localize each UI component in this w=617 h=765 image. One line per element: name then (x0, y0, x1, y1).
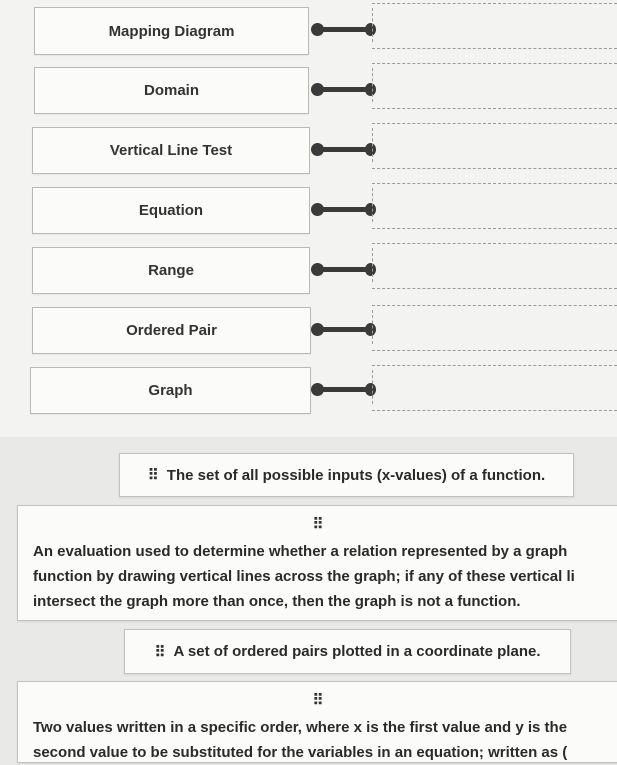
term-label: Vertical Line Test (109, 142, 233, 159)
drag-connector[interactable] (311, 83, 377, 97)
definition-card-1[interactable] (119, 453, 574, 497)
connector-line-icon (319, 207, 371, 212)
connector-line-icon (319, 87, 371, 92)
term-label: Ordered Pair (126, 322, 217, 339)
drop-target-5[interactable] (372, 243, 617, 289)
drag-handle-icon[interactable]: ⠿ (312, 516, 324, 533)
drop-target-7[interactable] (372, 365, 617, 411)
drop-target-3[interactable] (372, 123, 617, 169)
drop-target-border (372, 128, 374, 162)
definition-card-2[interactable] (17, 505, 617, 621)
drop-target-6[interactable] (372, 305, 617, 351)
drag-handle-icon[interactable]: ⠿ (147, 467, 159, 484)
definition-text: A set of ordered pairs plotted in a coordinate plane. (173, 643, 541, 660)
definition-line: function by drawing vertical lines across the graph; if any of these vertical li (33, 568, 575, 585)
term-mapping-diagram[interactable] (34, 7, 309, 55)
connector-line-icon (319, 387, 371, 392)
drag-connector[interactable] (311, 383, 377, 397)
drop-target-border (372, 8, 374, 42)
drop-target-border (372, 248, 374, 282)
term-domain[interactable] (34, 67, 309, 114)
drop-target-border (372, 370, 374, 404)
term-range[interactable] (32, 247, 310, 294)
connector-line-icon (319, 267, 371, 272)
definition-line: An evaluation used to determine whether a relation represented by a graph (33, 543, 568, 560)
drop-target-border (372, 188, 374, 222)
term-equation[interactable] (32, 187, 310, 234)
definition-line: second value to be substituted for the variables in an equation; written as ( (33, 744, 568, 761)
term-label: Domain (143, 82, 199, 99)
definition-text: The set of all possible inputs (x-values) of a function. (166, 466, 546, 484)
drag-connector[interactable] (311, 203, 377, 217)
connector-line-icon (319, 327, 371, 332)
drag-handle-icon[interactable]: ⠿ (312, 692, 324, 709)
term-ordered-pair[interactable] (32, 307, 311, 354)
term-label: Mapping Diagram (108, 22, 235, 40)
drop-target-4[interactable] (372, 183, 617, 229)
drop-target-border (372, 310, 374, 344)
drag-connector[interactable] (311, 143, 377, 157)
drag-handle-icon[interactable]: ⠿ (154, 643, 166, 661)
connector-line-icon (319, 27, 371, 32)
drag-connector[interactable] (311, 23, 377, 37)
drag-connector[interactable] (311, 323, 377, 337)
term-label: Graph (148, 382, 193, 399)
definition-card-3[interactable] (124, 629, 571, 674)
drop-target-border (372, 68, 374, 102)
term-label: Equation (138, 202, 204, 219)
term-label: Range (148, 262, 194, 279)
term-graph[interactable] (30, 367, 311, 414)
connector-line-icon (319, 147, 371, 152)
definition-line: intersect the graph more than once, then the graph is not a function. (33, 593, 521, 610)
drop-target-1[interactable] (372, 3, 617, 49)
drop-target-2[interactable] (372, 63, 617, 109)
drag-connector[interactable] (311, 263, 377, 277)
definition-line: Two values written in a specific order, where x is the first value and y is the (33, 719, 568, 736)
term-vertical-line-test[interactable] (32, 127, 310, 174)
definition-card-4[interactable] (17, 681, 617, 763)
